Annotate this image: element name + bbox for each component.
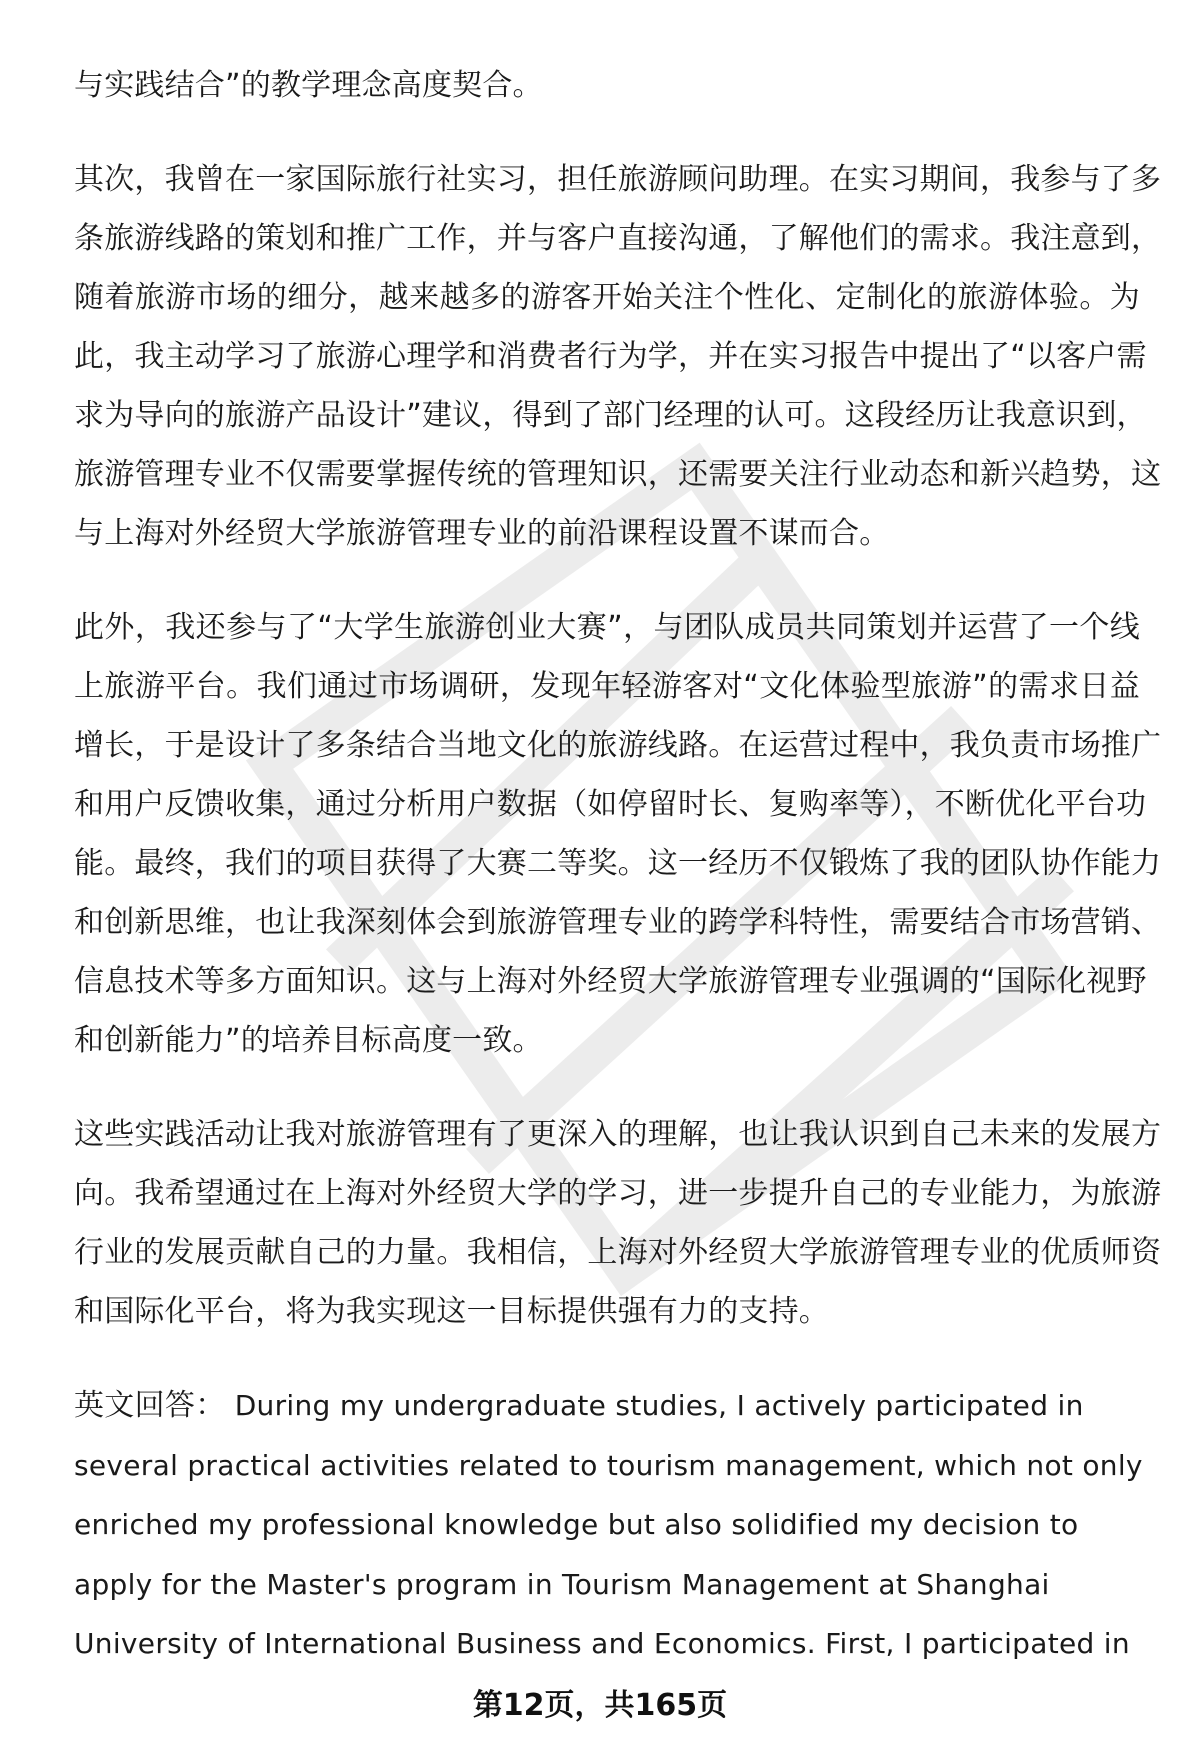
text-line: 与上海对外经贸大学旅游管理专业的前沿课程设置不谋而合。 xyxy=(74,516,890,551)
english-first-line: During my undergraduate studies, I actively participated in xyxy=(225,1389,1084,1422)
text-line: University of International Business and Economics. First, I participated in xyxy=(74,1627,1130,1660)
paragraph-1 xyxy=(74,56,1140,115)
text-line: 信息技术等多方面知识。这与上海对外经贸大学旅游管理专业强调的“国际化视野 xyxy=(74,964,1147,999)
text-line: 上旅游平台。我们通过市场调研，发现年轻游客对“文化体验型旅游”的需求日益 xyxy=(74,669,1140,704)
paragraph-3 xyxy=(74,598,1162,1070)
text-line: 向。我希望通过在上海对外经贸大学的学习，进一步提升自己的专业能力，为旅游 xyxy=(74,1176,1162,1211)
text-line: 和创新思维，也让我深刻体会到旅游管理专业的跨学科特性，需要结合市场营销、 xyxy=(74,905,1162,940)
document-body xyxy=(74,56,1162,1709)
text-line: 和创新能力”的培养目标高度一致。 xyxy=(74,1023,543,1058)
text-line: 随着旅游市场的细分，越来越多的游客开始关注个性化、定制化的旅游体验。为 xyxy=(74,280,1140,315)
paragraph-2 xyxy=(74,150,1162,563)
text-line: 求为导向的旅游产品设计”建议，得到了部门经理的认可。这段经历让我意识到， xyxy=(74,398,1147,433)
page-number: 第12页，共165页 xyxy=(472,1688,728,1723)
text-line: 其次，我曾在一家国际旅行社实习，担任旅游顾问助理。在实习期间，我参与了多 xyxy=(74,162,1162,197)
text-line: apply for the Master's program in Tourism Management at Shanghai xyxy=(74,1567,1050,1601)
paragraph-4 xyxy=(74,1105,1162,1341)
text-line: 和国际化平台，将为我实现这一目标提供强有力的支持。 xyxy=(74,1294,829,1329)
text-line: 条旅游线路的策划和推广工作，并与客户直接沟通，了解他们的需求。我注意到， xyxy=(74,221,1162,256)
text-line: 能。最终，我们的项目获得了大赛二等奖。这一经历不仅锻炼了我的团队协作能力 xyxy=(74,846,1162,881)
text-line: 增长，于是设计了多条结合当地文化的旅游线路。在运营过程中，我负责市场推广 xyxy=(74,728,1162,763)
text-line: 此外，我还参与了“大学生旅游创业大赛”，与团队成员共同策划并运营了一个线 xyxy=(74,610,1140,645)
text-line: 这些实践活动让我对旅游管理有了更深入的理解，也让我认识到自己未来的发展方 xyxy=(74,1117,1162,1152)
text-line: enriched my professional knowledge but also solidified my decision to xyxy=(74,1508,1079,1541)
text-line: 和用户反馈收集，通过分析用户数据（如停留时长、复购率等），不断优化平台功 xyxy=(74,787,1147,822)
text-line: 旅游管理专业不仅需要掌握传统的管理知识，还需要关注行业动态和新兴趋势，这 xyxy=(74,457,1162,492)
text-line: 此，我主动学习了旅游心理学和消费者行为学，并在实习报告中提出了“以客户需 xyxy=(74,339,1147,374)
text-line xyxy=(74,1376,1140,1436)
text-line: 行业的发展贡献自己的力量。我相信，上海对外经贸大学旅游管理专业的优质师资 xyxy=(74,1235,1162,1270)
text-line: several practical activities related to tourism management, which not only xyxy=(74,1448,1143,1482)
english-answer xyxy=(74,1376,1143,1674)
english-answer-label: 英文回答： xyxy=(74,1388,226,1423)
text-line: 与实践结合”的教学理念高度契合。 xyxy=(74,68,543,103)
